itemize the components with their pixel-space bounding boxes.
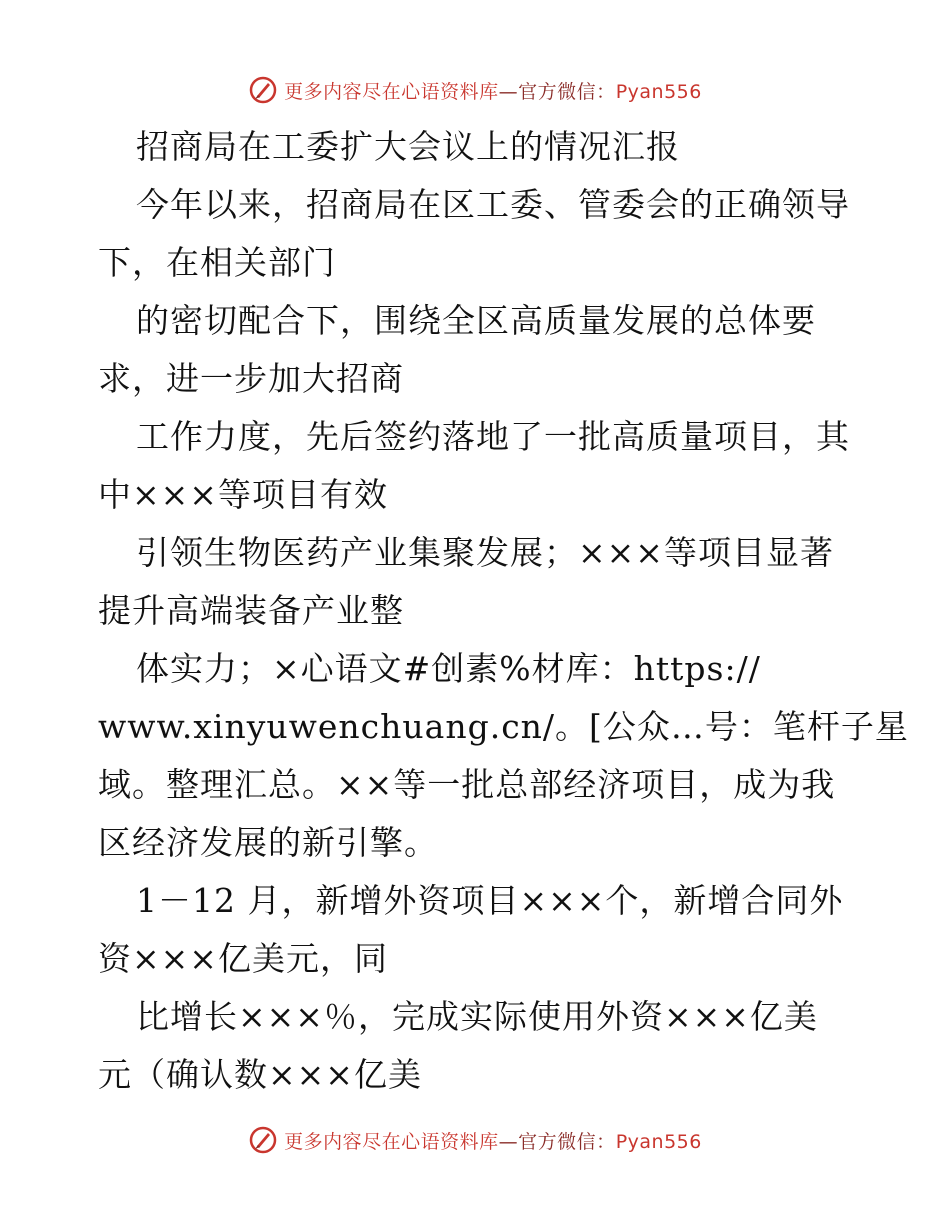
- paragraph-line: 工作力度，先后签约落地了一批高质量项目，其: [136, 417, 850, 456]
- banner-text: 更多内容尽在心语资料库—官方微信：Pyan556: [284, 1130, 702, 1153]
- paragraph-line: 体实力；×心语文#创素%材库：https://: [136, 649, 761, 688]
- header-watermark-banner: [0, 70, 950, 110]
- paragraph-line: 1－12 月，新增外资项目×××个，新增合同外: [136, 881, 844, 920]
- paragraph-line: www.xinyuwenchuang.cn/。[公众…号：笔杆子星: [98, 707, 909, 746]
- quill-logo-icon: [248, 1125, 278, 1155]
- paragraph-line: 中×××等项目有效: [98, 475, 388, 514]
- quill-logo-icon: [248, 75, 278, 105]
- paragraph-line: 比增长×××％，完成实际使用外资×××亿美: [136, 997, 818, 1036]
- paragraph-line: 今年以来，招商局在区工委、管委会的正确领导: [136, 185, 850, 224]
- paragraph-line: 提升高端装备产业整: [98, 591, 404, 630]
- paragraph-line: 元（确认数×××亿美: [98, 1055, 422, 1094]
- document-body: [98, 118, 909, 1104]
- paragraph-line: 域。整理汇总。××等一批总部经济项目，成为我: [98, 765, 836, 804]
- paragraph-line: 区经济发展的新引擎。: [98, 823, 438, 862]
- banner-text: 更多内容尽在心语资料库—官方微信：Pyan556: [284, 80, 702, 103]
- paragraph-line: 求，进一步加大招商: [98, 359, 404, 398]
- paragraph-line: 资×××亿美元，同: [98, 939, 388, 978]
- paragraph-line: 下，在相关部门: [98, 243, 336, 282]
- document-title: 招商局在工委扩大会议上的情况汇报: [136, 127, 680, 166]
- paragraph-line: 的密切配合下，围绕全区高质量发展的总体要: [136, 301, 816, 340]
- document-lines: [98, 176, 909, 1104]
- footer-watermark-banner: [0, 1120, 950, 1160]
- paragraph-line: 引领生物医药产业集聚发展；×××等项目显著: [136, 533, 834, 572]
